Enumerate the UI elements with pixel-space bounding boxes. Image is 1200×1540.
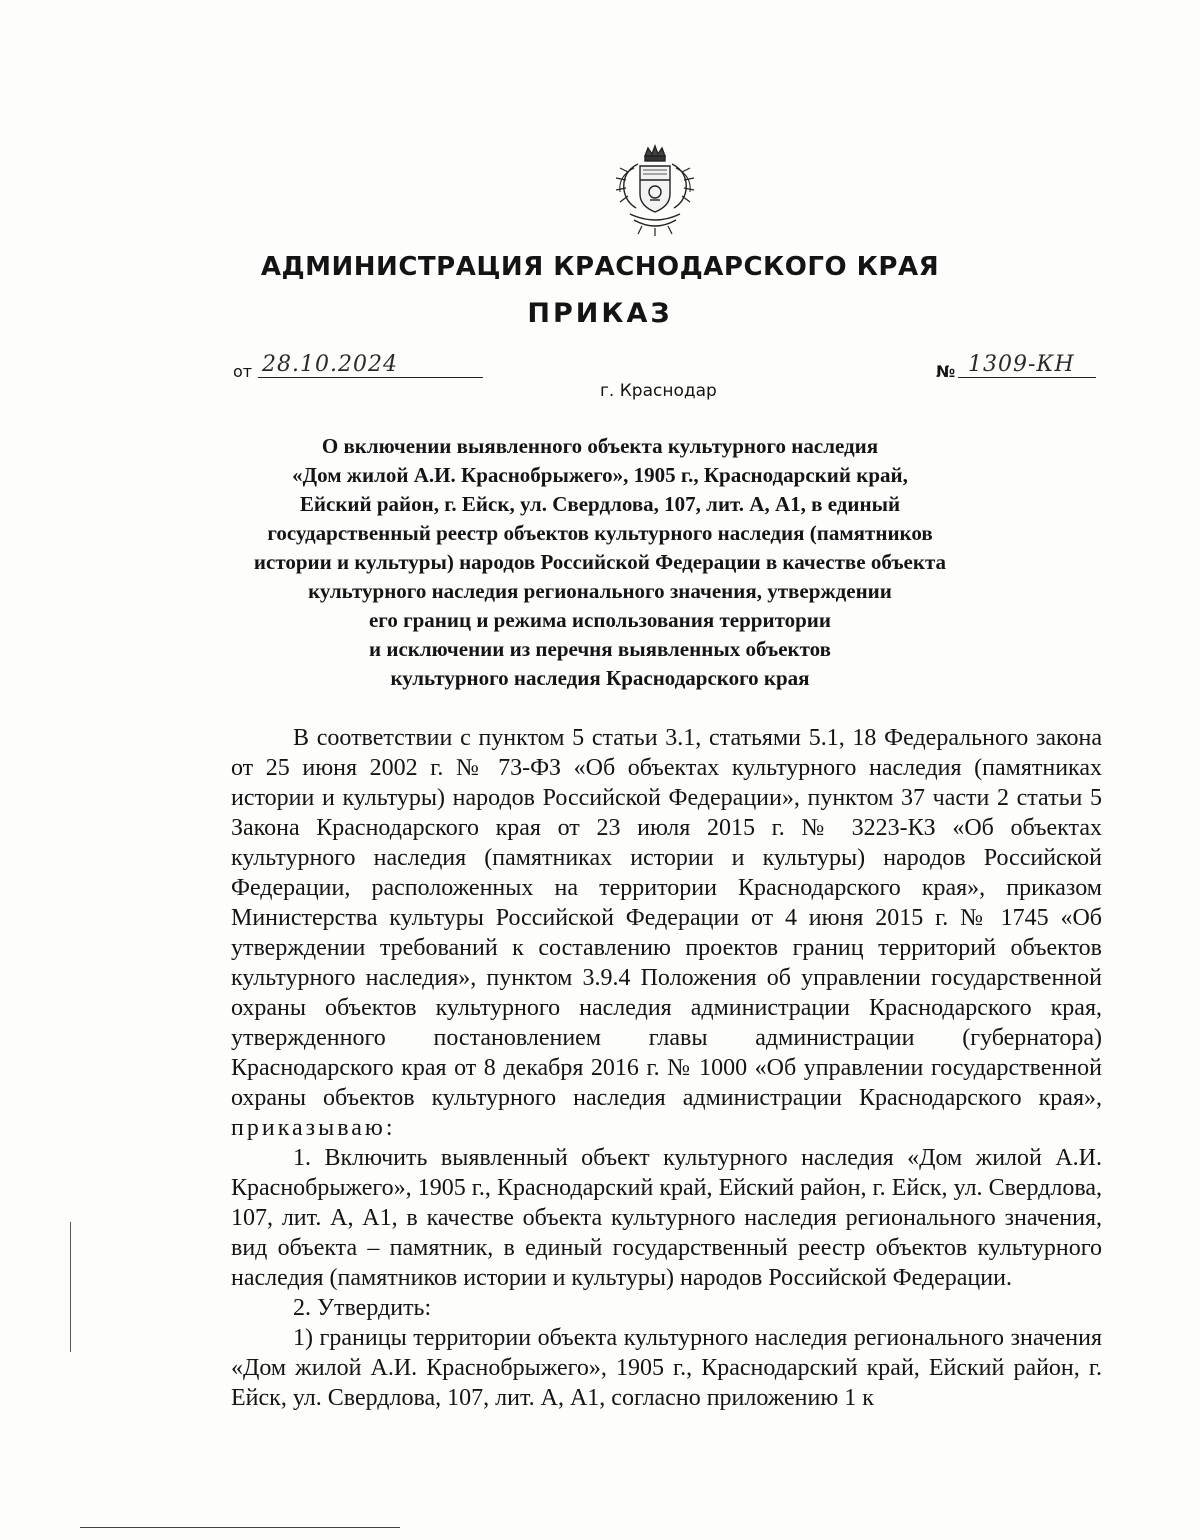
coat-of-arms-emblem (612, 142, 698, 238)
title-line: культурного наследия регионального значения, утверждении (308, 579, 892, 603)
item-2: 2. Утвердить: (293, 1295, 432, 1321)
document-title (200, 432, 1000, 693)
date-label: от (233, 362, 253, 381)
title-line: его границ и режима использования территории (368, 608, 832, 632)
date-underline (258, 377, 483, 378)
city: г. Краснодар (600, 381, 717, 401)
footer-rule (80, 1527, 400, 1528)
document-type: ПРИКАЗ (527, 298, 673, 329)
number-underline (958, 377, 1096, 378)
preamble-paragraph (231, 723, 1102, 1143)
margin-mark (70, 1222, 71, 1352)
title-line: государственный реестр объектов культурного наследия (памятников (267, 521, 933, 545)
item-1: 1. Включить выявленный объект культурного наследия «Дом жилой А.И. Краснобрыжего», 1905 г., Краснодарский край, Ейский район, г. Ейск, ул. Свердлова, 107, лит. А, А1, в качестве объекта культурного наследия регионального значения, вид объекта – памятник, в единый государственный реестр объектов культурного наследия (памятников истории и культуры) народов Российской Федерации. (231, 1145, 1102, 1291)
document-body (231, 723, 1102, 1413)
item-2-1: 1) границы территории объекта культурного наследия регионального значения «Дом жилой А.И. Краснобрыжего», 1905 г., Краснодарский край, Ейский район, г. Ейск, ул. Свердлова, 107, лит. А, А1, согласно приложению 1 к (231, 1325, 1102, 1411)
title-line: Ейский район, г. Ейск, ул. Свердлова, 107, лит. А, А1, в единый (299, 492, 901, 516)
title-line: и исключении из перечня выявленных объектов (369, 637, 831, 661)
number-label: № (936, 362, 956, 381)
title-line: культурного наследия Краснодарского края (390, 666, 810, 690)
date-value: 28.10.2024 (262, 352, 398, 377)
title-line: «Дом жилой А.И. Краснобрыжего», 1905 г., Краснодарский край, (292, 463, 908, 487)
preamble-text: В соответствии с пунктом 5 статьи 3.1, статьями 5.1, 18 Федерального закона от 25 июня 2002 г. № 73-ФЗ «Об объектах культурного наследия (памятниках истории и культуры) народов Российской Федерации», пунктом 37 части 2 статьи 5 Закона Краснодарского края от 23 июля 2015 г. № 3223-КЗ «Об объектах культурного наследия (памятниках истории и культуры) народов Российской Федерации, расположенных на территории Краснодарского края», приказом Министерства культуры Российской Федерации от 4 июня 2015 г. № 1745 «Об утверждении требований к составлению проектов границ территорий объектов культурного наследия», пунктом 3.9.4 Положения об управлении государственной охраны объектов культурного наследия администрации Краснодарского края, утвержденного постановлением главы администрации (губернатора) Краснодарского края от 8 декабря 2016 г. № 1000 «Об управлении государственной охраны объектов культурного наследия администрации Краснодарского края», (231, 725, 1102, 1111)
issuing-authority: АДМИНИСТРАЦИЯ КРАСНОДАРСКОГО КРАЯ (260, 252, 940, 282)
title-line: О включении выявленного объекта культурного наследия (321, 434, 879, 458)
order-word: приказываю: (231, 1115, 396, 1141)
number-value: 1309-КН (968, 352, 1075, 377)
title-line: истории и культуры) народов Российской Федерации в качестве объекта (253, 550, 947, 574)
